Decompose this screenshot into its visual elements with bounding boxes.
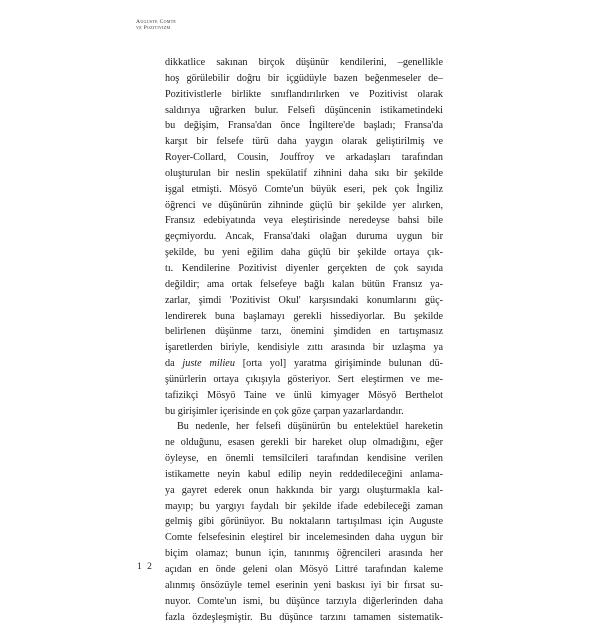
text-line: da juste milieu [orta yol] yaratma girişiminde bulunan dü- — [165, 358, 443, 370]
text-line: öğrenci ve düşünürün zihninde güçlü bir şekilde yer alırken, — [165, 199, 443, 211]
text-line: saldırıya uğrarken bulur. Felsefi düşüncenin istikametindeki — [165, 104, 443, 116]
text-line: fazla özdeşleşmiştir. Bu düşünce tarzını tamamen sistematik- — [165, 611, 443, 623]
text-line: bu değişim, Fransa'dan önce İngiltere'de başladı; Fransa'da — [165, 120, 443, 132]
text-line: hoş görülebilir doğru bir içgüdüyle bazen beğenmeseler de– — [165, 72, 443, 84]
text-line: biçim olamaz; bunun için, tanınmış öğrencileri arasında her — [165, 548, 443, 560]
text-line: istikamette neyin kabul edilip neyin reddedileceğini anlama- — [165, 468, 443, 480]
text-line: nuyor. Comte'un ismi, bu düşünce tarzıyla diğerlerinden daha — [165, 595, 443, 607]
text-line: dikkatlice sakınan birçok düşünür kendilerini, –genellikle — [165, 57, 443, 68]
text-line: işgal etmişti. Mösyö Comte'un büyük eseri, pek çok İngiliz — [165, 183, 443, 195]
paragraph-1 — [165, 55, 443, 419]
text-line: Fransız edebiyatında veya eleştirisinde neredeyse bahsi bile — [165, 215, 443, 227]
text-line: Royer-Collard, Cousin, Jouffroy ve arkadaşları tarafından — [165, 152, 443, 164]
body-text — [165, 55, 443, 625]
text-line: karşıt bir felsefe türü daha yaygın olarak geliştirilmiş ve — [165, 136, 443, 148]
text-line: tafizikçi Mösyö Taine ve ünlü kimyager Mösyö Berthelot — [165, 389, 443, 401]
text-line: mayıp; bu yargıyı faydalı bir şekilde ifade edebileceği zaman — [165, 500, 443, 512]
text-line: ya gayret ederek onun hakkında bir yargı oluşturmakla kal- — [165, 484, 443, 496]
text-line: şekilde, bu yeni eğilim daha güçlü bir şekilde ortaya çık- — [165, 247, 443, 259]
text-line: şünürlerin ortaya çıkışıyla gösteriyor. Sert eleştirmen ve me- — [165, 373, 443, 385]
text-line: zarlar, şimdi 'Pozitivist Okul' karşısındaki konumlarını güç- — [165, 294, 443, 306]
text-line: gelmiş gibi görünüyor. Bu noktaların tartışılması için Auguste — [165, 516, 443, 528]
text-line: Comte felsefesinin eleştirel bir incelemesinden daha uygun bir — [165, 532, 443, 544]
text-line: Bu nedenle, her felsefi düşünürün bu entelektüel hareketin — [177, 421, 443, 433]
paragraph-2 — [165, 419, 443, 625]
text-line: değildir; ama ortak felsefeye bağlı kalan bütün Fransız ya- — [165, 278, 443, 290]
text-line: belirlenen düşünme tarzı, önemini şimdiden en tartışmasız — [165, 326, 443, 338]
text-line: bu girişimler içerisinde en çok göze çarpan yazarlardandır. — [165, 405, 404, 417]
running-head — [136, 19, 176, 32]
text-line: Pozitivistlerle birlikte sınıflandırılırken ve Pozitivist olarak — [165, 88, 443, 100]
text-line: öyleyse, en önemli temsilcileri tarafından kendisine verilen — [165, 453, 443, 465]
text-line: ne olduğunu, esasen gerekli bir hareket olup olmadığını, eğer — [165, 437, 443, 449]
text-line: işaretlerden biriyle, kendisiyle zıttı arasında bir uzlaşma ya — [165, 342, 443, 354]
running-head-line-1: Auguste Comte — [136, 19, 177, 25]
text-line: lendirerek buna başlamayı gerekli hissediyorlar. Bu şekilde — [165, 310, 443, 322]
text-line: oluşturulan bir neslin spekülatif zihnini daha sıkı bir şekilde — [165, 167, 443, 179]
text-line: açıdan en önde geleni olan Mösyö Littré tarafından kaleme — [165, 564, 443, 575]
text-line: alınmış önsözüyle temel eserinin yeni baskısı iyi bir fırsat su- — [165, 579, 443, 591]
text-line: geçmiyordu. Ancak, Fransa'daki olağan duruma uygun bir — [165, 231, 443, 243]
text-line: tı. Kendilerine Pozitivist diyenler gerçekten de çok sayıda — [165, 262, 443, 274]
running-head-line-2: ve Pozitivizm — [136, 25, 171, 32]
page-number: 1 2 — [137, 562, 154, 572]
